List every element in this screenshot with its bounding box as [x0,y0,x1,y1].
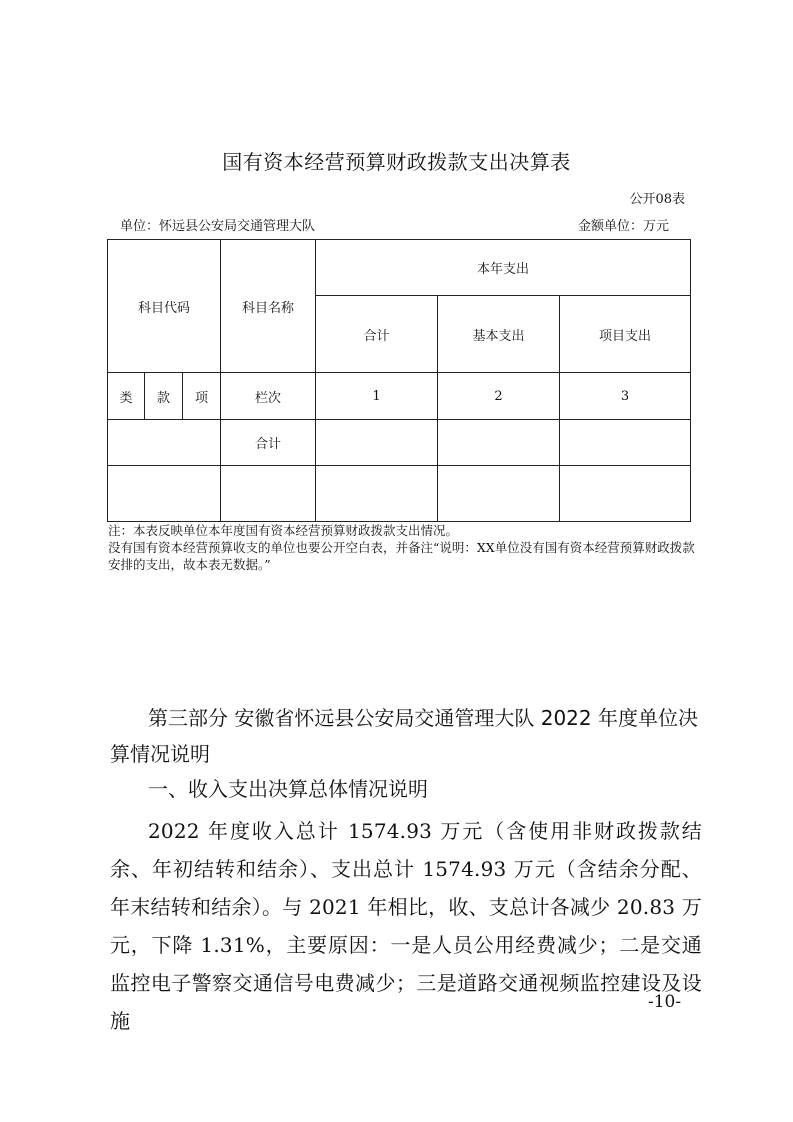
table-notes [108,522,698,573]
column-index-3: 3 [560,373,691,420]
empty-row-project-cell [560,466,691,522]
section-heading-text: 第三部分 安徽省怀远县公安局交通管理大队 2022 年度单位决算情况说明 [110,706,698,766]
header-subject-name: 科目名称 [221,240,316,373]
subsection-heading: 一、收入支出决算总体情况说明 [148,777,428,801]
empty-row-total-cell [316,466,438,522]
code-kuan: 款 [145,373,183,420]
total-row-total-cell [316,420,438,466]
section-heading [110,700,710,772]
column-index-label: 栏次 [221,373,316,420]
total-row-project-cell [560,420,691,466]
unit-label: 单位：怀远县公安局交通管理大队 [120,219,316,234]
total-row-basic-cell [438,420,560,466]
table-row [108,373,691,420]
code-lei: 类 [108,373,145,420]
empty-row-basic-cell [438,466,560,522]
code-xiang: 项 [183,373,221,420]
empty-row-name-cell [221,466,316,522]
table-row [108,466,691,522]
header-project-expense: 项目支出 [560,296,691,373]
note-line: 没有国有资本经营预算收支的单位也要公开空白表，并备注“说明：XX单位没有国有资本经营预算财政拨款安排的支出，故本表无数据。” [108,540,695,572]
total-row-code-cell [108,420,221,466]
table-title: 国有资本经营预算财政拨款支出决算表 [222,150,571,174]
header-total: 合计 [316,296,438,373]
column-index-2: 2 [438,373,560,420]
note-line: 注：本表反映单位本年度国有资本经营预算财政拨款支出情况。 [108,523,459,538]
body-paragraph-text: 2022 年度收入总计 1574.93 万元（含使用非财政拨款结余、年初结转和结余）、支出总计 1574.93 万元（含结余分配、年末结转和结余）。与 2021 年相比，收、支总计各减少 20.83 万元，下降 1.31%，主要原因：一是人员公用经费减少；二是交通监控电子警察交通信号电费减少；三是道路交通视频监控建设及设施 [110,819,702,1033]
table-row [108,420,691,466]
empty-row-code-cell [108,466,221,522]
header-current-year-expense: 本年支出 [316,240,691,296]
header-basic-expense: 基本支出 [438,296,560,373]
amount-unit-label: 金额单位：万元 [577,219,669,234]
total-row-label: 合计 [221,420,316,466]
form-code: 公开08表 [629,192,685,207]
header-subject-code: 科目代码 [108,240,221,373]
page-number: -10- [648,992,682,1012]
expense-table [107,239,691,522]
column-index-1: 1 [316,373,438,420]
body-paragraph [110,812,702,1040]
